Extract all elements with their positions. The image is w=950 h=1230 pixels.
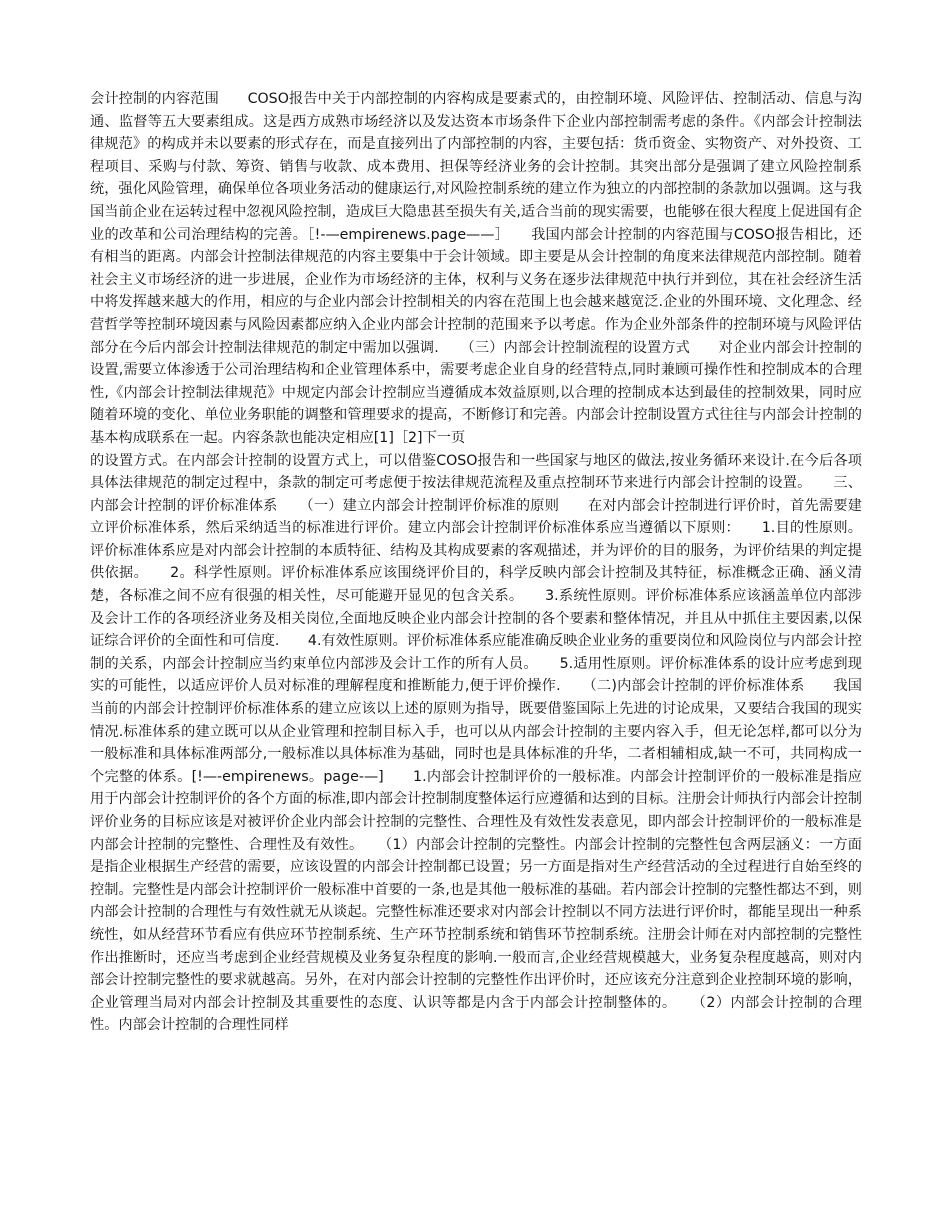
paragraph-scope: 会计控制的内容范围 COSO报告中关于内部控制的内容构成是要素式的，由控制环境、风险评估、控制活动、信息与沟通、监督等五大要素组成。这是西方成熟市场经济以及发达资本市场条件下企业内部控制需考虑的条件。《内部会计控制法律规范》的构成并未以要素的形式存在，而是直接列出了内部控制的内容，主要包括：货币资金、实物资产、对外投资、工程项目、采购与付款、筹资、销售与收款、成本费用、担保等经济业务的会计控制。其突出部分是强调了建立风险控制系统，强化风险管理，确保单位各项业务活动的健康运行,对风险控制系统的建立作为独立的内部控制的条款加以强调。这与我国当前企业在运转过程中忽视风险控制，造成巨大隐患甚至损失有关,适合当前的现实需要，也能够在很大程度上促进国有企业的改革和公司治理结构的完善。［!-—empirenews.page——］ 我国内部会计控制的内容范围与COSO报告相比，还有相当的距离。内部会计控制法律规范的内容主要集中于会计领域。即主要是从会计控制的角度来法律规范内部控制。随着社会主义市场经济的进一步进展，企业作为市场经济的主体，权利与义务在逐步法律规范中执行并到位，其在社会经济生活中将发挥越来越大的作用，相应的与企业内部会计控制相关的内容在范围上也会越来越宽泛.企业的外围环境、文化理念、经营哲学等控制环境因素与风险因素都应纳入企业内部会计控制的范围来予以考虑。作为企业外部条件的控制环境与风险评估部分在今后内部会计控制法律规范的制定中需加以强调. （三）内部会计控制流程的设置方式 对企业内部会计控制的设置,需要立体渗透于公司治理结构和企业管理体系中，需要考虑企业自身的经营特点,同时兼顾可操作性和控制成本的合理性,《内部会计控制法律规范》中规定内部会计控制应当遵循成本效益原则,以合理的控制成本达到最佳的控制效果，同时应随着环境的变化、单位业务职能的调整和管理要求的提高，不断修订和完善。内部会计控制设置方式往往与内部会计控制的基本构成联系在一起。内容条款也能决定相应[1]［2]下一页 (90, 91, 862, 446)
paragraph-evaluation: 的设置方式。在内部会计控制的设置方式上，可以借鉴COSO报告和一些国家与地区的做法,按业务循环来设计.在今后各项具体法律规范的制定过程中，条款的制定可考虑便于按法律规范流程及重点控制环节来进行内部会计控制的设置。 三、内部会计控制的评价标准体系 （一）建立内部会计控制评价标准的原则 在对内部会计控制进行评价时，首先需要建立评价标准体系，然后采纳适当的标准进行评价。建立内部会计控制评价标准体系应当遵循以下原则： 1.目的性原则。评价标准体系应是对内部会计控制的本质特征、结构及其构成要素的客观描述，并为评价的目的服务，为评价结果的判定提供依据。 2。科学性原则。评价标准体系应该围绕评价目的，科学反映内部会计控制及其特征，标准概念正确、涵义清楚，各标准之间不应有很强的相关性，尽可能避开显见的包含关系。 3.系统性原则。评价标准体系应该涵盖单位内部涉及会计工作的各项经济业务及相关岗位,全面地反映企业内部会计控制的各个要素和整体情况，并且从中抓住主要因素,以保证综合评价的全面性和可信度. 4.有效性原则。评价标准体系应能准确反映企业业务的重要岗位和风险岗位与内部会计控制的关系，内部会计控制应当约束单位内部涉及会计工作的所有人员。 5.适用性原则。评价标准体系的设计应考虑到现实的可能性，以适应评价人员对标准的理解程度和推断能力,便于评价操作. （二)内部会计控制的评价标准体系 我国当前的内部会计控制评价标准体系的建立应该以上述的原则为指导，既要借鉴国际上先进的讨论成果，又要结合我国的现实情况.标准体系的建立既可以从企业管理和控制目标入手，也可以从内部会计控制的主要内容入手，但无论怎样,都可以分为一般标准和具体标准两部分,一般标准以具体标准为基础，同时也是具体标准的升华，二者相辅相成,缺一不可，共同构成一个完整的体系。[!—-empirenews。page-—] 1.内部会计控制评价的一般标准。内部会计控制评价的一般标准是指应用于内部会计控制评价的各个方面的标准,即内部会计控制制度整体运行应遵循和达到的目标。注册会计师执行内部会计控制评价业务的目标应该是对被评价企业内部会计控制的完整性、合理性及有效性发表意见，即内部会计控制评价的一般标准是内部会计控制的完整性、合理性及有效性。 （1）内部会计控制的完整性。内部会计控制的完整性包含两层涵义：一方面是指企业根据生产经营的需要，应该设置的内部会计控制都已设置；另一方面是指对生产经营活动的全过程进行自始至终的控制。完整性是内部会计控制评价一般标准中首要的一条,也是其他一般标准的基础。若内部会计控制的完整性都达不到，则内部会计控制的合理性与有效性就无从谈起。完整性标准还要求对内部会计控制以不同方法进行评价时，都能呈现出一种系统性，如从经营环节看应有供应环节控制系统、生产环节控制系统和销售环节控制系统。注册会计师在对内部控制的完整性作出推断时，还应当考虑到企业经营规模及业务复杂程度的影响.一般而言,企业经营规模越大，业务复杂程度越高，则对内部会计控制完整性的要求就越高。另外，在对内部会计控制的完整性作出评价时，还应该充分注意到企业控制环境的影响，企业管理当局对内部会计控制及其重要性的态度、认识等都是内含于内部会计控制整体的。 （2）内部会计控制的合理性。内部会计控制的合理性同样 (90, 452, 862, 1034)
document-page (90, 88, 862, 1037)
